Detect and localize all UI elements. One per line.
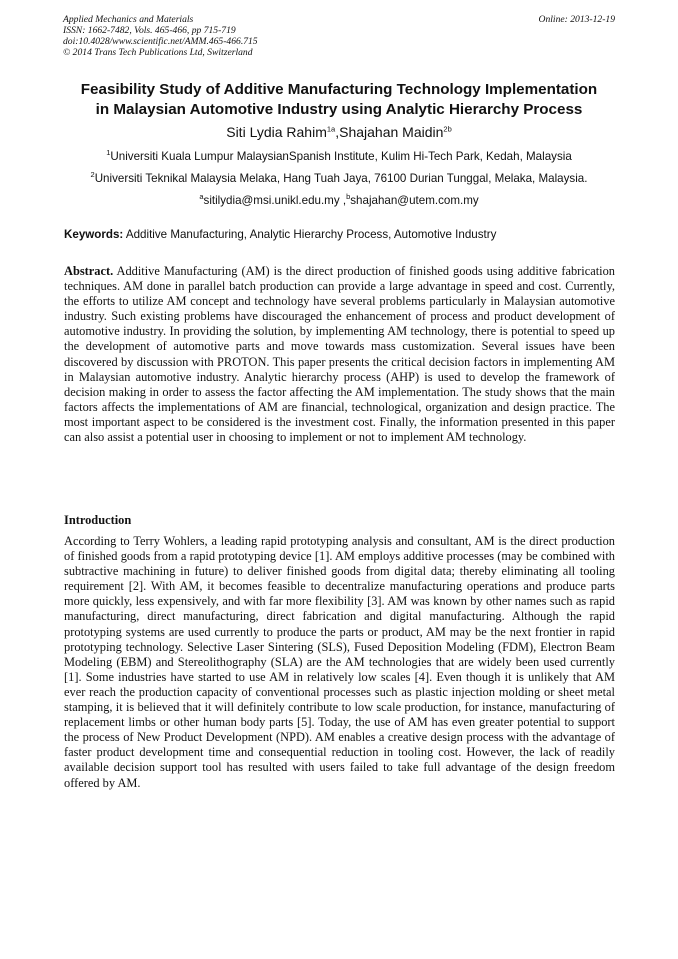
affiliation-1-mark: 1 [106, 148, 111, 158]
affiliation-2 [30, 172, 648, 186]
author-2: Shajahan Maidin [339, 124, 444, 140]
introduction-body: According to Terry Wohlers, a leading rapid prototyping analysis and consultant, AM is the direct production of finished goods from a rapid prototyping device [1]. AM employs additive processes (may be combined with subtractive machining in future) to deliver finished goods from digital data; thereby eliminating all tooling requirement [2]. With AM, it becomes feasible to decentralize manufacturing operations and produce parts more quickly, less expensively, and with far more flexibility [3]. AM was known by other names such as rapid manufacturing, direct manufacturing, direct fabrication and digital manufacturing. Although the rapid prototyping systems are used currently to produce the parts or product, AM may be the next frontier in rapid prototyping technology. Selective Laser Sintering (SLS), Fused Deposition Modeling (FDM), Electron Beam Modeling (EBM) and Stereolithography (SLA) are the AM technologies that are widely been used currently [1]. Some industries have started to use AM in relatively low scales [4]. Even though it is unlikely that AM ever reach the production capacity of conventional processes such as plastic injection molding or sheet metal stamping, it is believed that it will definitely contribute to low scale production, for instance, manufacturing of replacement limbs or other human body parts [5]. Today, the use of AM has even greater potential to support the process of New Product Development (NPD). AM enables a creative design process with the advantage of faster product development time and consequential reduction in tooling cost. However, the lack of readily available decision support tool has resulted with users failed to take full advantage of the design freedom offered by AM. [64, 534, 615, 790]
affiliation-2-mark: 2 [90, 170, 95, 180]
author-1-affiliation-mark: 1a [326, 124, 336, 134]
affiliation-1-text: Universiti Kuala Lumpur MalaysianSpanish Institute, Kulim Hi-Tech Park, Kedah, Malaysia [110, 150, 572, 163]
issn-line: ISSN: 1662-7482, Vols. 465-466, pp 715-719 [63, 25, 236, 36]
journal-header [63, 14, 615, 58]
abstract [64, 264, 615, 445]
email-a-mark: a [199, 192, 204, 202]
affiliation-2-text: Universiti Teknikal Malaysia Melaka, Hang Tuah Jaya, 76100 Durian Tunggal, Melaka, Malaysia. [94, 172, 588, 185]
author-separator: , [335, 124, 340, 140]
copyright-line: © 2014 Trans Tech Publications Ltd, Switzerland [63, 47, 253, 58]
online-date: Online: 2013-12-19 [538, 14, 615, 25]
abstract-text: Additive Manufacturing (AM) is the direct production of finished goods using additive fabrication techniques. AM done in parallel batch production can provide a large advantage in speed and cost. Currently, the efforts to utilize AM concept and technology have several problems particularly in Malaysian automotive industry. Such existing problems have discouraged the enhancement of process and product development of automotive industry. In providing the solution, by implementing AM technology, there is potential to speed up the development of automotive parts and move towards mass customization. Several issues have been discovered by discussion with PROTON. This paper presents the critical decision factors in implementing AM in Malaysian automotive industry. Analytic hierarchy process (AHP) is used to develop the framework of decision making in order to assess the factor affecting the AM implementation. The study shows that the main factors affects the implementations of AM are financial, technological, organization and design practice. The most important aspect to be considered is the investment cost. Finally, the information presented in this paper can also assist a potential user in choosing to implement or not to implement AM technology. [64, 264, 615, 445]
keywords-text: Additive Manufacturing, Analytic Hierarchy Process, Automotive Industry [123, 228, 497, 241]
introduction-heading: Introduction [64, 513, 132, 527]
title-line-1: Feasibility Study of Additive Manufacturing Technology Implementation [80, 81, 598, 98]
keywords [64, 228, 624, 242]
abstract-label: Abstract. [64, 264, 114, 278]
email-b-mark: b [346, 192, 351, 202]
email-b: shajahan@utem.com.my [350, 194, 479, 207]
keywords-label: Keywords: [64, 228, 124, 241]
author-emails [30, 194, 648, 208]
journal-name: Applied Mechanics and Materials [63, 14, 194, 25]
author-1: Siti Lydia Rahim [226, 124, 327, 140]
affiliation-1 [30, 150, 648, 164]
email-a: sitilydia@msi.unikl.edu.my , [203, 194, 347, 207]
author-list [40, 123, 638, 141]
doi-line: doi:10.4028/www.scientific.net/AMM.465-466.715 [63, 36, 258, 47]
paper-title [40, 80, 638, 120]
author-2-affiliation-mark: 2b [443, 124, 452, 134]
title-line-2: in Malaysian Automotive Industry using Analytic Hierarchy Process [95, 101, 583, 118]
